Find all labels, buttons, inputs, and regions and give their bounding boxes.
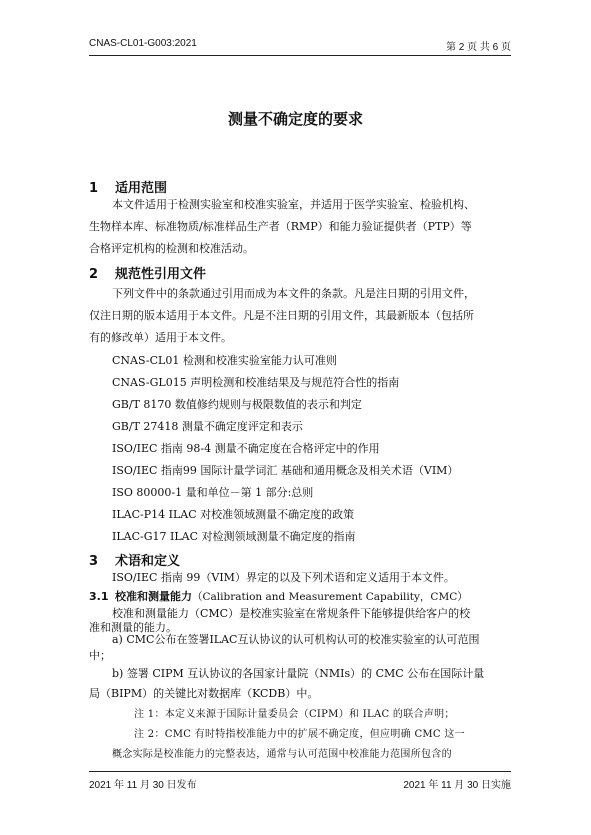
section-2-line-3: 有的修改单）适用于本文件。: [89, 331, 232, 344]
section-2-line-1: 下列文件中的条款通过引用而成为本文件的条款。凡是注日期的引用文件，: [112, 287, 475, 300]
section-2-line-2: 仅注日期的版本适用于本文件。凡是不注日期的引用文件，其最新版本（包括所: [89, 309, 474, 322]
section-1-title: 适用范围: [115, 181, 168, 196]
ref-item: CNAS-GL015 声明检测和校准结果及与规范符合性的指南: [112, 376, 400, 389]
section-3-line-6b: 局（BIPM）的关键比对数据库（KCDB）中。: [89, 687, 319, 700]
note-1: 注 1：本定义来源于国际计量委员会（CIPM）和 ILAC 的联合声明；: [134, 709, 455, 720]
doc-id: CNAS-CL01-G003:2021: [89, 38, 197, 49]
ref-item: ISO 80000-1 量和单位－第 1 部分:总则: [112, 486, 314, 499]
header-rule: [89, 55, 511, 56]
note-2-line-1: 注 2：CMC 有时特指校准能力中的扩展不确定度，但应明确 CMC 这一: [134, 729, 465, 740]
page-info: 第 2 页 共 6 页: [445, 42, 511, 53]
section-3-number: 3: [89, 554, 99, 569]
section-1-line-1: 本文件适用于检测实验室和校准实验室，并适用于医学实验室、检验机构、: [112, 198, 475, 211]
section-3-line-3: a) CMC公布在签署ILAC互认协议的认可机构认可的校准实验室的认可范围: [112, 633, 480, 646]
section-3-intro: ISO/IEC 指南 99（VIM）界定的以及下列术语和定义适用于本文件。: [112, 571, 455, 584]
section-2-heading: [89, 263, 206, 282]
issued-date: 2021 年 11 月 30 日发布: [89, 780, 197, 791]
section-1-line-3: 合格评定机构的检测和校准活动。: [89, 242, 254, 255]
section-3-line-4: 中；: [89, 649, 111, 662]
subsection-3-1-number: 3.1: [89, 590, 109, 603]
section-3-line-1: 校准和测量能力（CMC）是校准实验室在常规条件下能够提供给客户的校: [112, 607, 471, 620]
section-3-line-5b: b) 签署 CIPM 互认协议的各国家计量院（NMIs）的 CMC 公布在国际计量: [112, 667, 485, 680]
section-1-number: 1: [89, 181, 99, 196]
ref-item: ILAC-G17 ILAC 对检测领域测量不确定度的指南: [112, 530, 356, 543]
ref-item: GB/T 8170 数值修约规则与极限数值的表示和判定: [112, 398, 362, 411]
effective-date: 2021 年 11 月 30 日实施: [403, 780, 511, 791]
section-2-number: 2: [89, 267, 99, 282]
ref-item: CNAS-CL01 检测和校准实验室能力认可准则: [112, 354, 337, 367]
section-1-line-2: 生物样本库、标准物质/标准样品生产者（RMP）和能力验证提供者（PTP）等: [89, 220, 472, 233]
subsection-3-1-title: 校准和测量能力: [115, 590, 192, 603]
ref-item: GB/T 27418 测量不确定度评定和表示: [112, 420, 303, 433]
ref-item: ISO/IEC 指南 98-4 测量不确定度在合格评定中的作用: [112, 442, 380, 455]
section-2-title: 规范性引用文件: [115, 267, 207, 282]
section-3-title: 术语和定义: [115, 554, 181, 569]
note-2-line-2: 概念实际是校准能力的完整表达，通常与认可范围中校准能力范围所包含的: [112, 749, 452, 760]
ref-item: ILAC-P14 ILAC 对校准领域测量不确定度的政策: [112, 508, 355, 521]
footer-rule: [89, 771, 511, 772]
subsection-3-1-title-en: （Calibration and Measurement Capability，CMC）: [192, 591, 468, 603]
ref-item: ISO/IEC 指南99 国际计量学词汇 基础和通用概念及相关术语（VIM）: [112, 464, 459, 477]
page-title: 测量不确定度的要求: [227, 110, 363, 128]
section-3-line-2: 准和测量的能力。: [89, 621, 177, 634]
